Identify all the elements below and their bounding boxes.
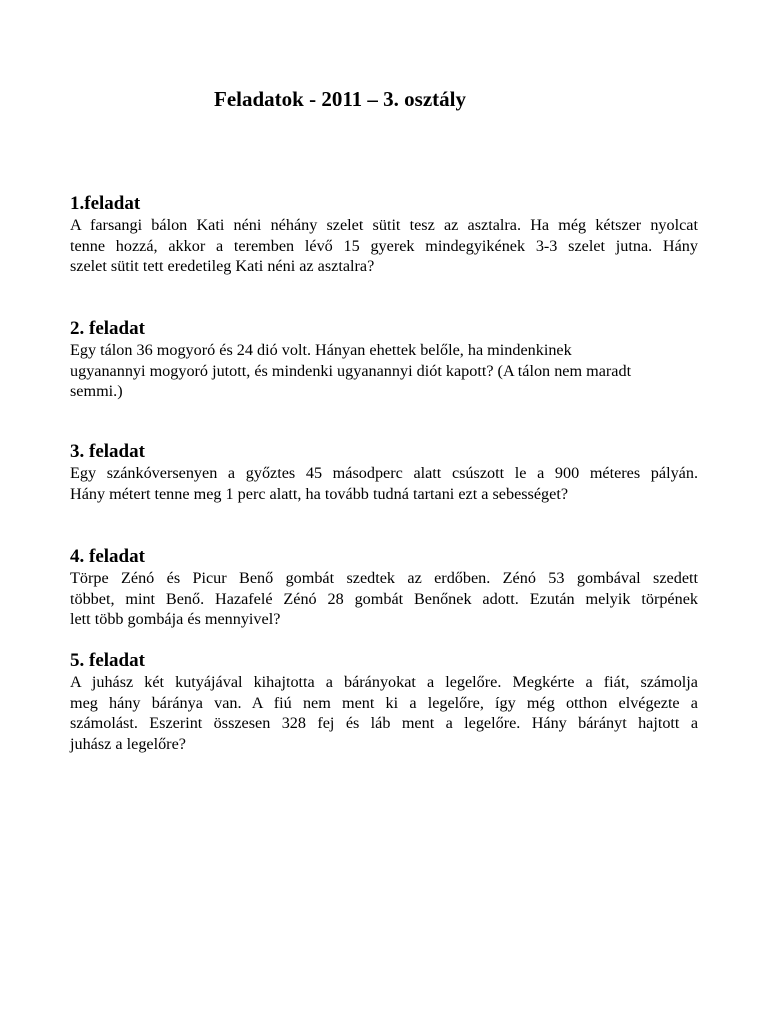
task-3-heading: 3. feladat [70, 441, 145, 462]
task-5-line: A juhász két kutyájával kihajtotta a bárányokat a legelőre. Megkérte a fiát, számolja [70, 673, 698, 691]
task-2-line: semmi.) [70, 382, 123, 401]
task-5-heading: 5. feladat [70, 650, 145, 671]
task-1-line: szelet sütit tett eredetileg Kati néni az asztalra? [70, 257, 375, 276]
task-2-line: ugyanannyi mogyoró jutott, és mindenki ugyanannyi diót kapott? (A tálon nem maradt [70, 361, 632, 380]
task-3-line: Hány métert tenne meg 1 perc alatt, ha tovább tudná tartani ezt a sebességet? [70, 484, 569, 503]
task-3-text [70, 463, 698, 504]
page-title: Feladatok - 2011 – 3. osztály [214, 87, 466, 111]
task-4-heading: 4. feladat [70, 546, 145, 567]
task-5-line: juhász a legelőre? [70, 734, 186, 753]
task-3 [70, 441, 698, 504]
task-2-heading: 2. feladat [70, 318, 145, 339]
task-5-line: számolást. Eszerint összesen 328 fej és láb ment a legelőre. Hány bárányt hajtott a [70, 714, 698, 733]
task-1-line: A farsangi bálon Kati néni néhány szelet sütit tesz az asztalra. Ha még kétszer nyolcat [70, 216, 698, 234]
task-2-line: Egy tálon 36 mogyoró és 24 dió volt. Hányan ehettek belőle, ha mindenkinek [70, 341, 572, 359]
task-4-line: lett több gombája és mennyivel? [70, 610, 281, 629]
task-3-line: Egy szánkóversenyen a győztes 45 másodperc alatt csúszott le a 900 méteres pályán. [70, 464, 698, 482]
task-1-heading: 1.feladat [70, 193, 141, 214]
task-1 [70, 193, 698, 277]
task-2-text [70, 340, 698, 402]
task-4-line: Törpe Zénó és Picur Benő gombát szedtek az erdőben. Zénó 53 gombával szedett [70, 569, 698, 587]
task-4-text [70, 568, 698, 630]
task-5 [70, 650, 698, 754]
task-4-line: többet, mint Benő. Hazafelé Zénó 28 gombát Benőnek adott. Ezután melyik törpének [70, 589, 698, 608]
task-4 [70, 546, 698, 630]
task-5-text [70, 672, 698, 754]
task-5-line: meg hány báránya van. A fiú nem ment ki a legelőre, így még otthon elvégezte a [70, 693, 698, 712]
task-1-line: tenne hozzá, akkor a teremben lévő 15 gyerek mindegyikének 3-3 szelet jutna. Hány [70, 236, 698, 255]
task-1-text [70, 215, 698, 277]
task-2 [70, 318, 698, 402]
